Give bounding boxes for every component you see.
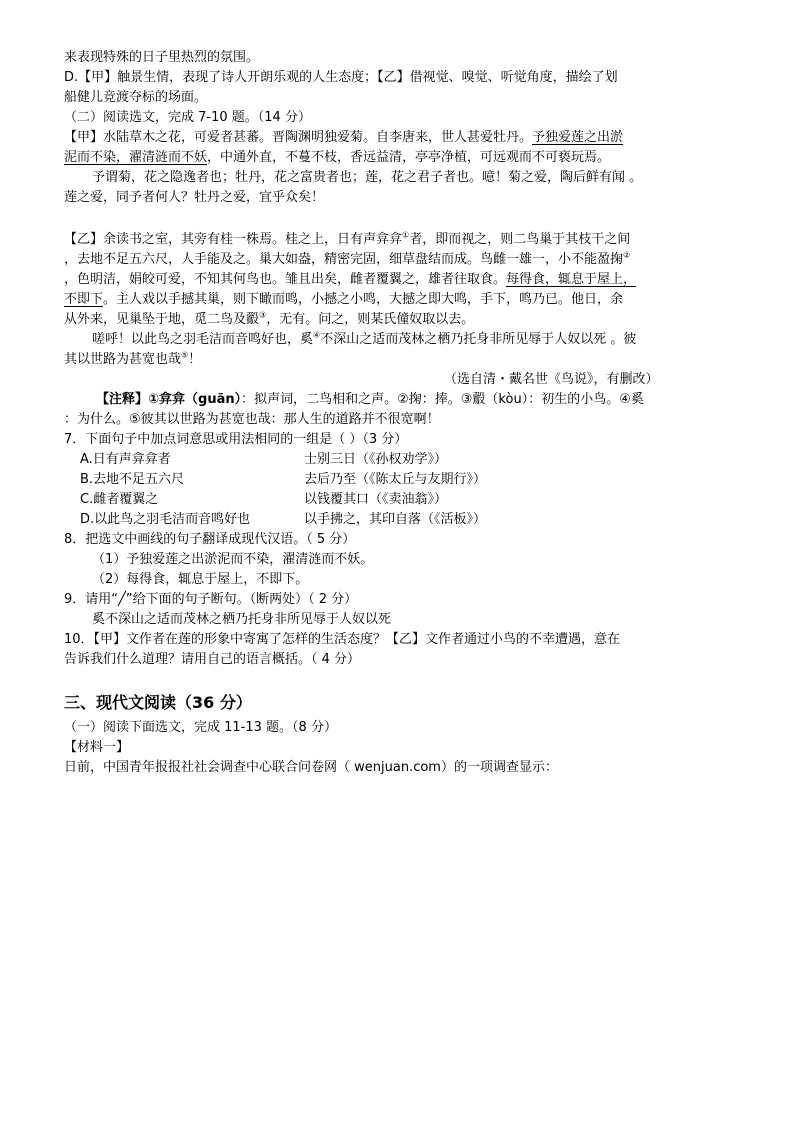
passage-jia-line: 莲之爱，同予者何人？牡丹之爱，宜乎众矣！ bbox=[64, 190, 325, 205]
underlined-sentence: 泥而不染，濯清涟而不妖 bbox=[64, 150, 208, 165]
q7-option-c-left: C.雌者覆翼之 bbox=[80, 492, 159, 507]
q7-option-a-right: 士别三日（《孙权劝学》） bbox=[304, 452, 448, 467]
passage-yi-line bbox=[64, 310, 734, 329]
question-9-stem: 9．请用“╱”给下面的句子断句。（断两处）（ 2 分） bbox=[64, 592, 358, 607]
notes-line bbox=[96, 390, 732, 409]
passage-yi-line bbox=[64, 290, 734, 309]
passage-jia-line bbox=[64, 148, 734, 167]
notes-line: ：为什么。⑤彼其以世路为甚宽也哉：那人生的道路并不很宽啊！ bbox=[64, 412, 440, 427]
passage-jia-line: 予谓菊，花之隐逸者也；牡丹，花之富贵者也；莲，花之君子者也。噫！菊之爱，陶后鲜有闻 。 bbox=[92, 170, 643, 185]
material-label: 【材料一】 bbox=[64, 740, 130, 755]
section-title: 三、现代文阅读（36 分） bbox=[64, 693, 252, 712]
q7-option-d-left: D.以此鸟之羽毛洁而音鸣好也 bbox=[80, 512, 251, 527]
note-term: ①弇弇（guān） bbox=[148, 392, 242, 407]
question-10-line: 10．【甲】文作者在莲的形象中寄寓了怎样的生活态度？【乙】文作者通过小鸟的不幸遭遇，意在 bbox=[64, 632, 621, 647]
text-line: 来表现特殊的日子里热烈的氛围。 bbox=[64, 50, 260, 65]
q7-option-a-left: A.日有声弇弇者 bbox=[80, 452, 171, 467]
passage-yi-line bbox=[64, 350, 734, 369]
passage-yi-line bbox=[64, 270, 734, 289]
section-header: （二）阅读选文，完成 7-10 题。（14 分） bbox=[64, 110, 311, 125]
passage-text: 。主人戏以手撼其巢，则下瞰而鸣，小撼之小鸣，大撼之即大鸣，手下，鸣乃已。他日，余 bbox=[103, 292, 624, 307]
footnote-marker: ① bbox=[402, 230, 410, 240]
question-8-item: （1）予独爱莲之出淤泥而不染，濯清涟而不妖。 bbox=[92, 552, 374, 567]
material-intro: 日前，中国青年报报社社会调查中心联合问卷网（ wenjuan.com）的一项调查显示： bbox=[64, 760, 558, 775]
underlined-sentence: 每得食，辄息于屋上， bbox=[506, 272, 637, 287]
passage-text: ，去地不足五六尺，人手能及之。巢大如盎，精密完固，细草盘结而成。鸟雌一雄一，小不能盈掬 bbox=[64, 252, 624, 267]
q7-option-c-right: 以钱覆其口（《卖油翁》） bbox=[304, 492, 448, 507]
passage-text: ，色明洁，娟皎可爱，不知其何鸟也。雏且出矣，雌者覆翼之，雄者往取食。 bbox=[64, 272, 507, 287]
passage-yi-line bbox=[64, 250, 734, 269]
q7-option-b-right: 去后乃至（《陈太丘与友期行》） bbox=[304, 472, 487, 487]
notes-label: 【注释】 bbox=[96, 392, 149, 407]
option-d-line: D.【甲】触景生情，表现了诗人开朗乐观的人生态度；【乙】借视觉、嗅觉、听觉角度，描绘了划 bbox=[64, 70, 618, 85]
question-10-line: 告诉我们什么道理？请用自己的语言概括。（ 4 分） bbox=[64, 652, 361, 667]
passage-text: 嗟呼！以此鸟之羽毛洁而音鸣好也，奚 bbox=[92, 332, 314, 347]
passage-text: ，无有。问之，则某氏僮奴取以去。 bbox=[266, 312, 475, 327]
passage-text: 从外来，见巢坠于地，觅二鸟及鷇 bbox=[64, 312, 260, 327]
underlined-sentence: 予独爱莲之出淤 bbox=[532, 130, 624, 145]
footnote-marker: ② bbox=[623, 250, 631, 260]
passage-jia-line bbox=[64, 128, 734, 147]
subsection-header: （一）阅读下面选文，完成 11-13 题。（8 分） bbox=[64, 720, 337, 735]
q7-option-d-right: 以手拂之，其印自落（《活板》） bbox=[304, 512, 487, 527]
question-8-item: （2）每得食，辄息于屋上，不即下。 bbox=[92, 572, 309, 587]
passage-text: 者，即而视之，则二鸟巢于其枝干之间 bbox=[409, 232, 631, 247]
passage-text: 其以世路为甚宽也哉 bbox=[64, 352, 182, 367]
question-9-sentence: 奚不深山之适而茂林之栖乃托身非所见辱于人奴以死 bbox=[92, 612, 392, 627]
passage-text: ！ bbox=[188, 352, 202, 367]
passage-text: ，中通外直，不蔓不枝，香远益清，亭亭净植，可远观而不可亵玩焉。 bbox=[207, 150, 611, 165]
passage-source: （选自清・戴名世《鸟说》，有删改） bbox=[444, 372, 659, 387]
passage-text: 【甲】水陆草木之花，可爱者甚蕃。晋陶渊明独爱菊。自李唐来，世人甚爱牡丹。 bbox=[64, 130, 533, 145]
text-line: 船健儿竞渡夺标的场面。 bbox=[64, 90, 208, 105]
passage-text: 【乙】余读书之室，其旁有桂一株焉。桂之上，日有声弇弇 bbox=[64, 232, 403, 247]
notes-text: ：拟声词，二鸟相和之声。②掬：捧。③鷇（kòu）：初生的小鸟。④奚 bbox=[241, 392, 644, 407]
underlined-sentence: 不即下 bbox=[64, 292, 104, 307]
question-8-stem: 8．把选文中画线的句子翻译成现代汉语。（ 5 分） bbox=[64, 532, 356, 547]
passage-yi-line bbox=[64, 230, 734, 249]
question-7-stem: 7．下面句子中加点词意思或用法相同的一组是（ ）（3 分） bbox=[64, 432, 408, 447]
footnote-marker: ③ bbox=[259, 310, 267, 320]
passage-yi-line bbox=[92, 330, 732, 349]
q7-option-b-left: B.去地不足五六尺 bbox=[80, 472, 185, 487]
passage-text: 不深山之适而茂林之栖乃托身非所见辱于人奴以死 。彼 bbox=[320, 332, 637, 347]
footnote-marker: ④ bbox=[313, 330, 321, 340]
footnote-marker: ⑤ bbox=[181, 350, 189, 360]
